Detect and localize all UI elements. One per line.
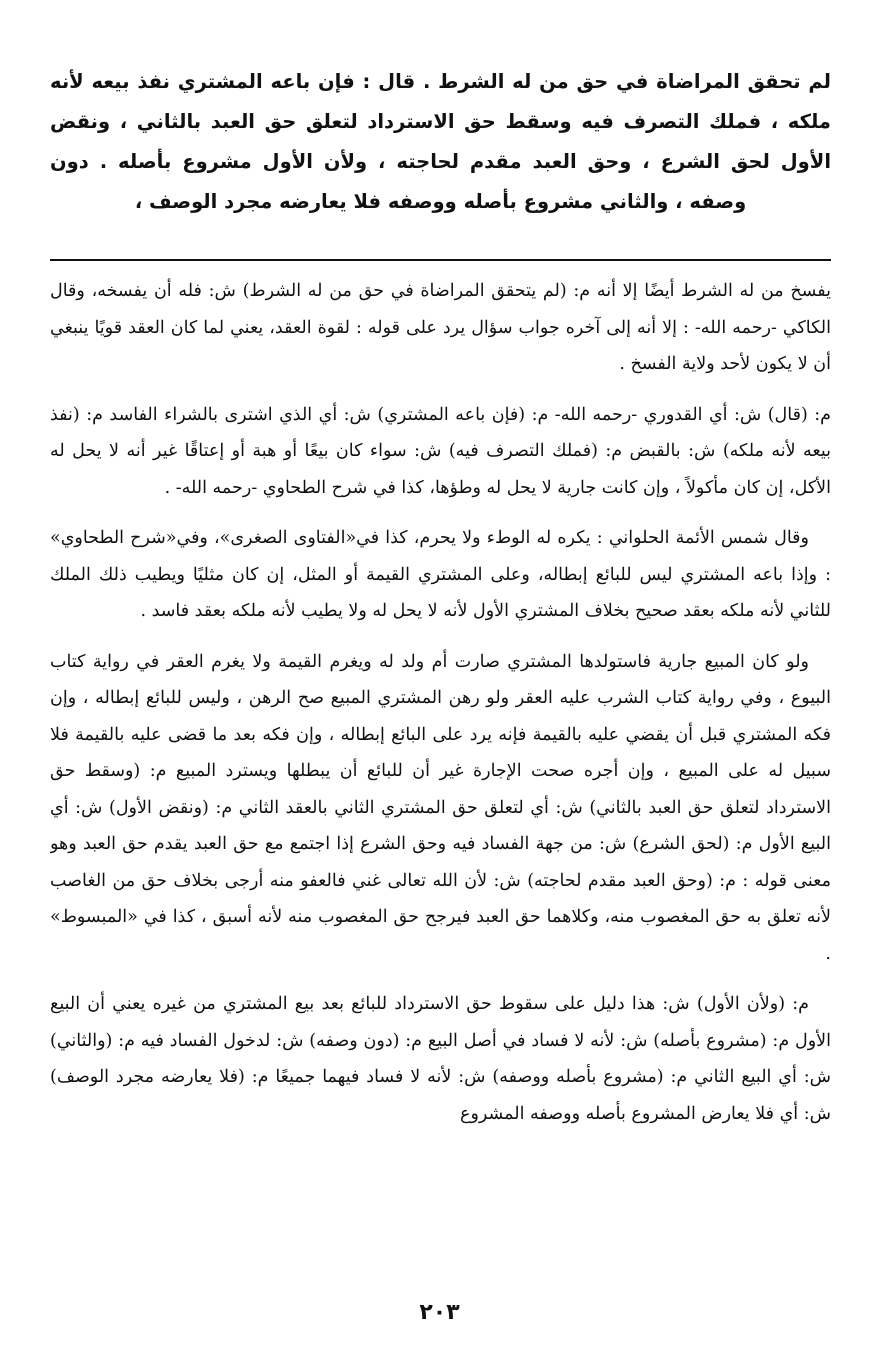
- main-text: لم تحقق المراضاة في حق من له الشرط . قال : فإن باعه المشتري نفذ بيعه لأنه ملكه ، فملك التصرف فيه وسقط حق الاسترداد لتعلق حق العبد بالثاني ، ونقض الأول لحق الشرع ، وحق العبد مقدم لحاجته ، ولأن الأول مشروع بأصله . دون وصفه ، والثاني مشروع بأصله ووصفه فلا يعارضه مجرد الوصف ،: [50, 70, 831, 213]
- commentary-paragraph: وقال شمس الأئمة الحلواني : يكره له الوطء ولا يحرم، كذا في«الفتاوى الصغرى»، وفي«شرح الطحاوي» : وإذا باعه المشتري ليس للبائع إبطاله، وعلى المشتري القيمة أو المثل، إن كان مثليًا ويطيب ذلك الملك للثاني لأنه ملكه بعقد صحيح بخلاف المشتري الأول لأنه لا يحل له ولا يطيب لأنه ملكه بعقد فاسد .: [50, 528, 831, 621]
- commentary-paragraph: م: (قال) ش: أي القدوري -رحمه الله- م: (فإن باعه المشتري) ش: أي الذي اشترى بالشراء الفاسد م: (نفذ بيعه لأنه ملكه) ش: بالقبض م: (فملك التصرف فيه) ش: سواء كان بيعًا أو هبة أو إعتاقًا غير أنه لا يحل له الأكل، إن كان مأكولاً ، وإن كانت جارية لا يحل له وطؤها، كذا في شرح الطحاوي -رحمه الله- .: [50, 404, 831, 498]
- page-number: ٢٠٣: [419, 1300, 460, 1325]
- section-divider: [50, 259, 831, 261]
- commentary-paragraph: م: (ولأن الأول) ش: هذا دليل على سقوط حق الاسترداد للبائع بعد بيع المشتري من غيره يعني أن البيع الأول م: (مشروع بأصله) ش: لأنه لا فساد في أصل البيع م: (دون وصفه) ش: لدخول الفساد فيه م: (والثاني) ش: أي البيع الثاني م: (مشروع بأصله ووصفه) ش: لأنه لا فساد فيهما جميعًا م: (فلا يعارضه مجرد الوصف) ش: أي فلا يعارض المشروع بأصله ووصفه المشروع: [50, 994, 831, 1124]
- commentary-paragraph: ولو كان المبيع جارية فاستولدها المشتري صارت أم ولد له ويغرم القيمة ولا يغرم العقر في رواية كتاب البيوع ، وفي رواية كتاب الشرب عليه العقر ولو رهن المشتري المبيع صح الرهن ، وليس للبائع إبطاله ، وإن فكه المشتري قبل أن يقضي عليه بالقيمة فإنه يرد على البائع إبطاله ، وإن فكه بعد ما قضى عليه بالقيمة فلا سبيل له على المبيع ، وإن أجره صحت الإجارة غير أن للبائع أن يبطلها ويسترد المبيع م: (وسقط حق الاسترداد لتعلق حق العبد بالثاني) ش: أي لتعلق حق المشتري الثاني بالعقد الثاني م: (ونقض الأول) ش: أي البيع الأول م: (لحق الشرع) ش: من جهة الفساد فيه وحق الشرع إذا اجتمع مع حق العبد يقدم حق العبد وهو معنى قوله : م: (وحق العبد مقدم لحاجته) ش: لأن الله تعالى غني فالعفو منه أرجى بخلاف حق من الغاصب لأنه تعلق به حق المغصوب منه، وكلاهما حق العبد فيرجح حق المغصوب منه لأنه أسبق ، كذا في «المبسوط» .: [50, 651, 831, 964]
- commentary: [50, 273, 831, 1241]
- commentary-paragraph: يفسخ من له الشرط أيضًا إلا أنه م: (لم يتحقق المراضاة في حق من له الشرط) ش: فله أن يفسخه، وقال الكاكي -رحمه الله- : إلا أنه إلى آخره جواب سؤال يرد على قوله : لقوة العقد، يعني لما كان العقد قويًا ينبغي أن لا يكون لأحد ولاية الفسخ .: [50, 281, 831, 374]
